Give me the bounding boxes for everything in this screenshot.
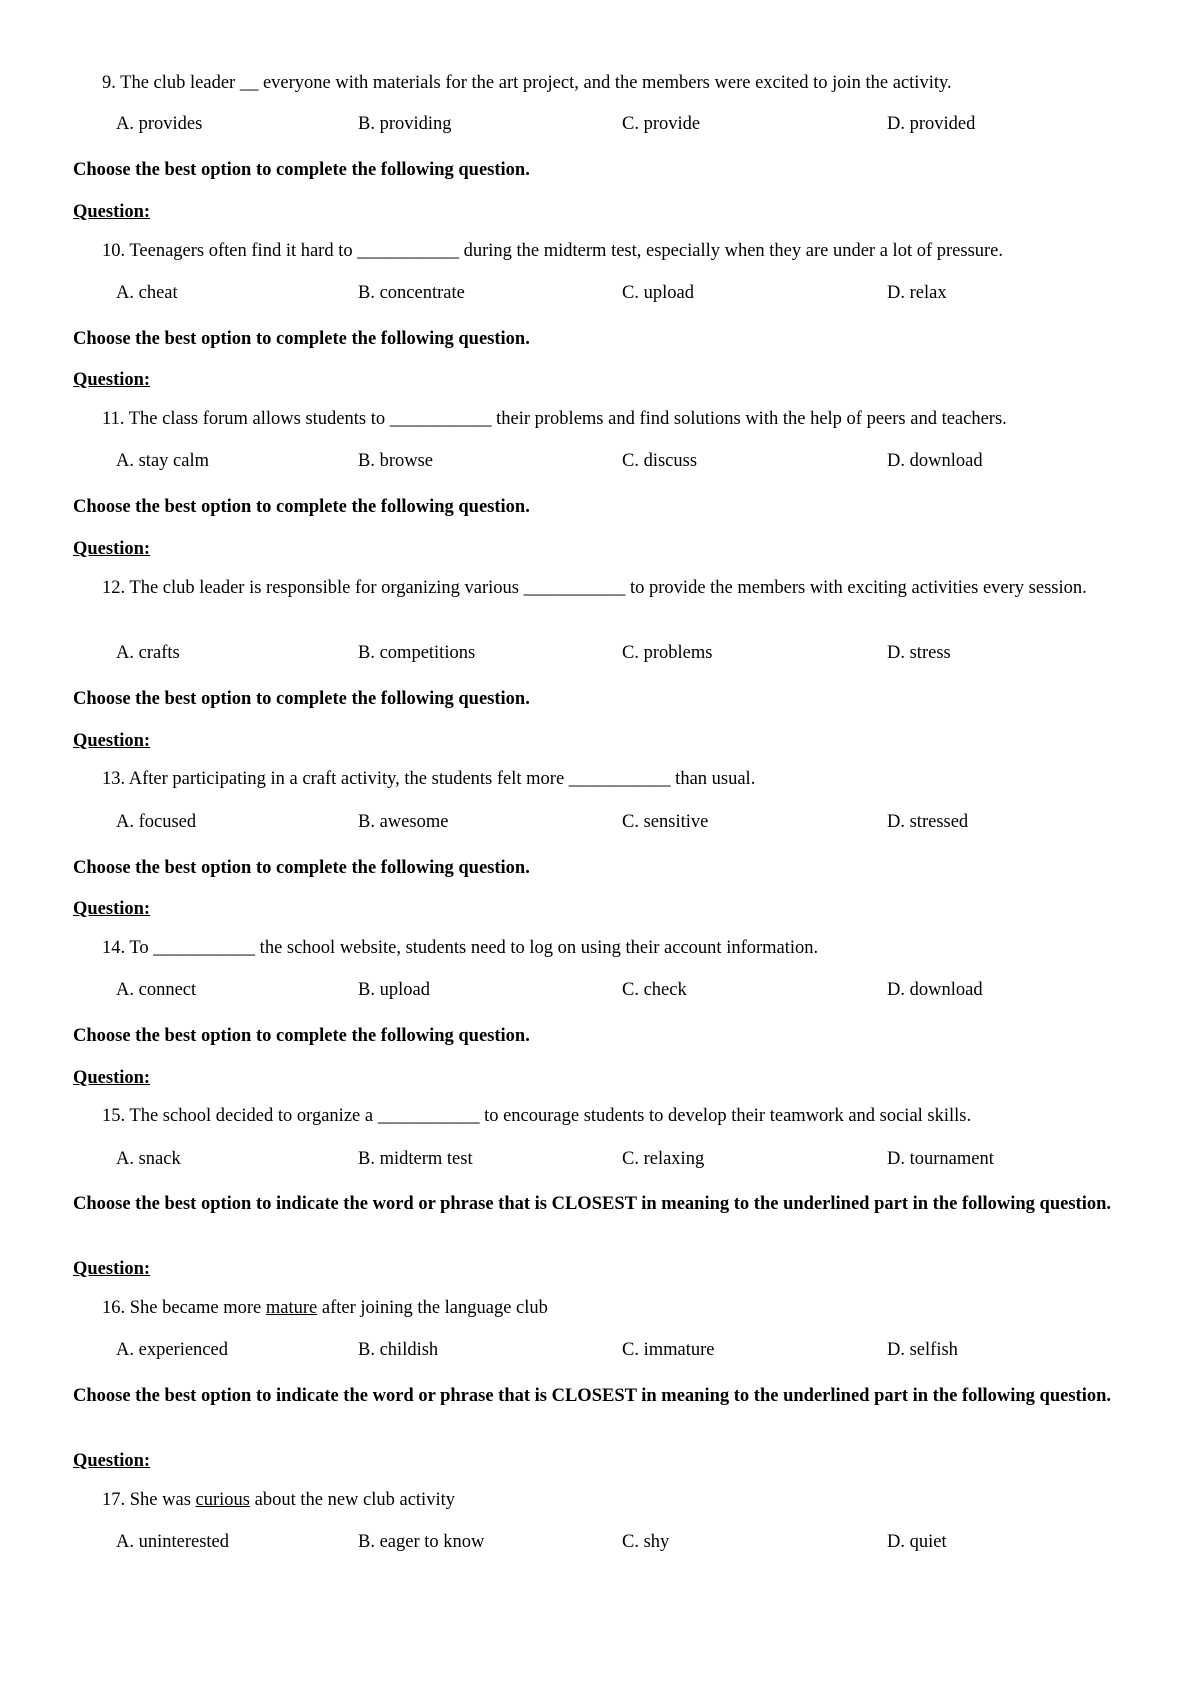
- question-label: Question:: [73, 899, 151, 919]
- option-b: B. childish: [358, 1340, 439, 1360]
- question-12-text: 12. The club leader is responsible for organizing various ___________ to provide the members with exciting activities every session.: [102, 578, 1087, 598]
- question-15-options: [0, 1148, 1190, 1172]
- option-b: B. eager to know: [358, 1532, 485, 1552]
- option-c: C. problems: [622, 643, 713, 663]
- question-14-options: [0, 979, 1190, 1003]
- option-c: C. check: [622, 980, 687, 1000]
- option-a: A. experienced: [116, 1340, 228, 1360]
- option-a: A. focused: [116, 812, 197, 832]
- question-16-text: [102, 1297, 1122, 1320]
- question-15-text: 15. The school decided to organize a ___________ to encourage students to develop their teamwork and social skills.: [102, 1106, 972, 1126]
- question-17-after: about the new club activity: [250, 1490, 455, 1510]
- option-b: B. providing: [358, 114, 452, 134]
- option-c: C. immature: [622, 1340, 715, 1360]
- option-a: A. uninterested: [116, 1532, 230, 1552]
- option-a: A. connect: [116, 980, 197, 1000]
- question-12-options: [0, 642, 1190, 666]
- option-b: B. competitions: [358, 643, 476, 663]
- question-label: Question:: [73, 539, 151, 559]
- question-16-options: [0, 1339, 1190, 1363]
- option-a: A. provides: [116, 114, 203, 134]
- option-b: B. midterm test: [358, 1149, 473, 1169]
- option-d: D. selfish: [887, 1340, 958, 1360]
- instruction: Choose the best option to complete the following question.: [73, 160, 530, 180]
- instruction: Choose the best option to complete the following question.: [73, 689, 530, 709]
- option-d: D. tournament: [887, 1149, 994, 1169]
- underlined-word: curious: [195, 1490, 250, 1510]
- question-16-after: after joining the language club: [317, 1298, 548, 1318]
- question-14-text: 14. To ___________ the school website, students need to log on using their account information.: [102, 938, 819, 958]
- option-d: D. download: [887, 980, 983, 1000]
- option-b: B. concentrate: [358, 283, 465, 303]
- option-c: C. discuss: [622, 451, 698, 471]
- option-d: D. provided: [887, 114, 976, 134]
- instruction-closest: Choose the best option to indicate the word or phrase that is CLOSEST in meaning to the underlined part in the following question.: [73, 1194, 1111, 1214]
- option-c: C. upload: [622, 283, 694, 303]
- option-b: B. upload: [358, 980, 430, 1000]
- question-17-options: [0, 1531, 1190, 1555]
- instruction: Choose the best option to complete the following question.: [73, 497, 530, 517]
- question-label: Question:: [73, 1259, 151, 1279]
- instruction-closest: Choose the best option to indicate the word or phrase that is CLOSEST in meaning to the underlined part in the following question.: [73, 1386, 1111, 1406]
- option-b: B. browse: [358, 451, 434, 471]
- question-13-options: [0, 811, 1190, 835]
- option-d: D. stress: [887, 643, 951, 663]
- question-label: Question:: [73, 1451, 151, 1471]
- question-9-options: [0, 113, 1190, 137]
- question-11-options: [0, 450, 1190, 474]
- question-label: Question:: [73, 1068, 151, 1088]
- question-label: Question:: [73, 370, 151, 390]
- option-c: C. provide: [622, 114, 701, 134]
- option-d: D. download: [887, 451, 983, 471]
- question-10-options: [0, 282, 1190, 306]
- question-10-text: 10. Teenagers often find it hard to ___________ during the midterm test, especially when they are under a lot of pressure.: [102, 241, 1004, 261]
- question-11-text: 11. The class forum allows students to ___________ their problems and find solutions with the help of peers and teachers.: [102, 409, 1007, 429]
- underlined-word: mature: [265, 1298, 318, 1318]
- option-d: D. relax: [887, 283, 947, 303]
- question-9-text: 9. The club leader __ everyone with materials for the art project, and the members were excited to join the activity.: [102, 73, 952, 93]
- option-d: D. quiet: [887, 1532, 947, 1552]
- question-16-before: 16. She became more: [102, 1298, 266, 1318]
- question-label: Question:: [73, 731, 151, 751]
- question-13-text: 13. After participating in a craft activity, the students felt more ___________ than usual.: [102, 769, 756, 789]
- question-17-text: [102, 1489, 1122, 1512]
- option-b: B. awesome: [358, 812, 449, 832]
- option-a: A. stay calm: [116, 451, 209, 471]
- instruction: Choose the best option to complete the following question.: [73, 858, 530, 878]
- option-c: C. shy: [622, 1532, 670, 1552]
- option-a: A. cheat: [116, 283, 178, 303]
- question-17-before: 17. She was: [102, 1490, 196, 1510]
- option-a: A. snack: [116, 1149, 181, 1169]
- instruction: Choose the best option to complete the following question.: [73, 1026, 530, 1046]
- option-c: C. relaxing: [622, 1149, 705, 1169]
- instruction: Choose the best option to complete the following question.: [73, 329, 530, 349]
- option-c: C. sensitive: [622, 812, 709, 832]
- question-label: Question:: [73, 202, 151, 222]
- option-a: A. crafts: [116, 643, 180, 663]
- option-d: D. stressed: [887, 812, 969, 832]
